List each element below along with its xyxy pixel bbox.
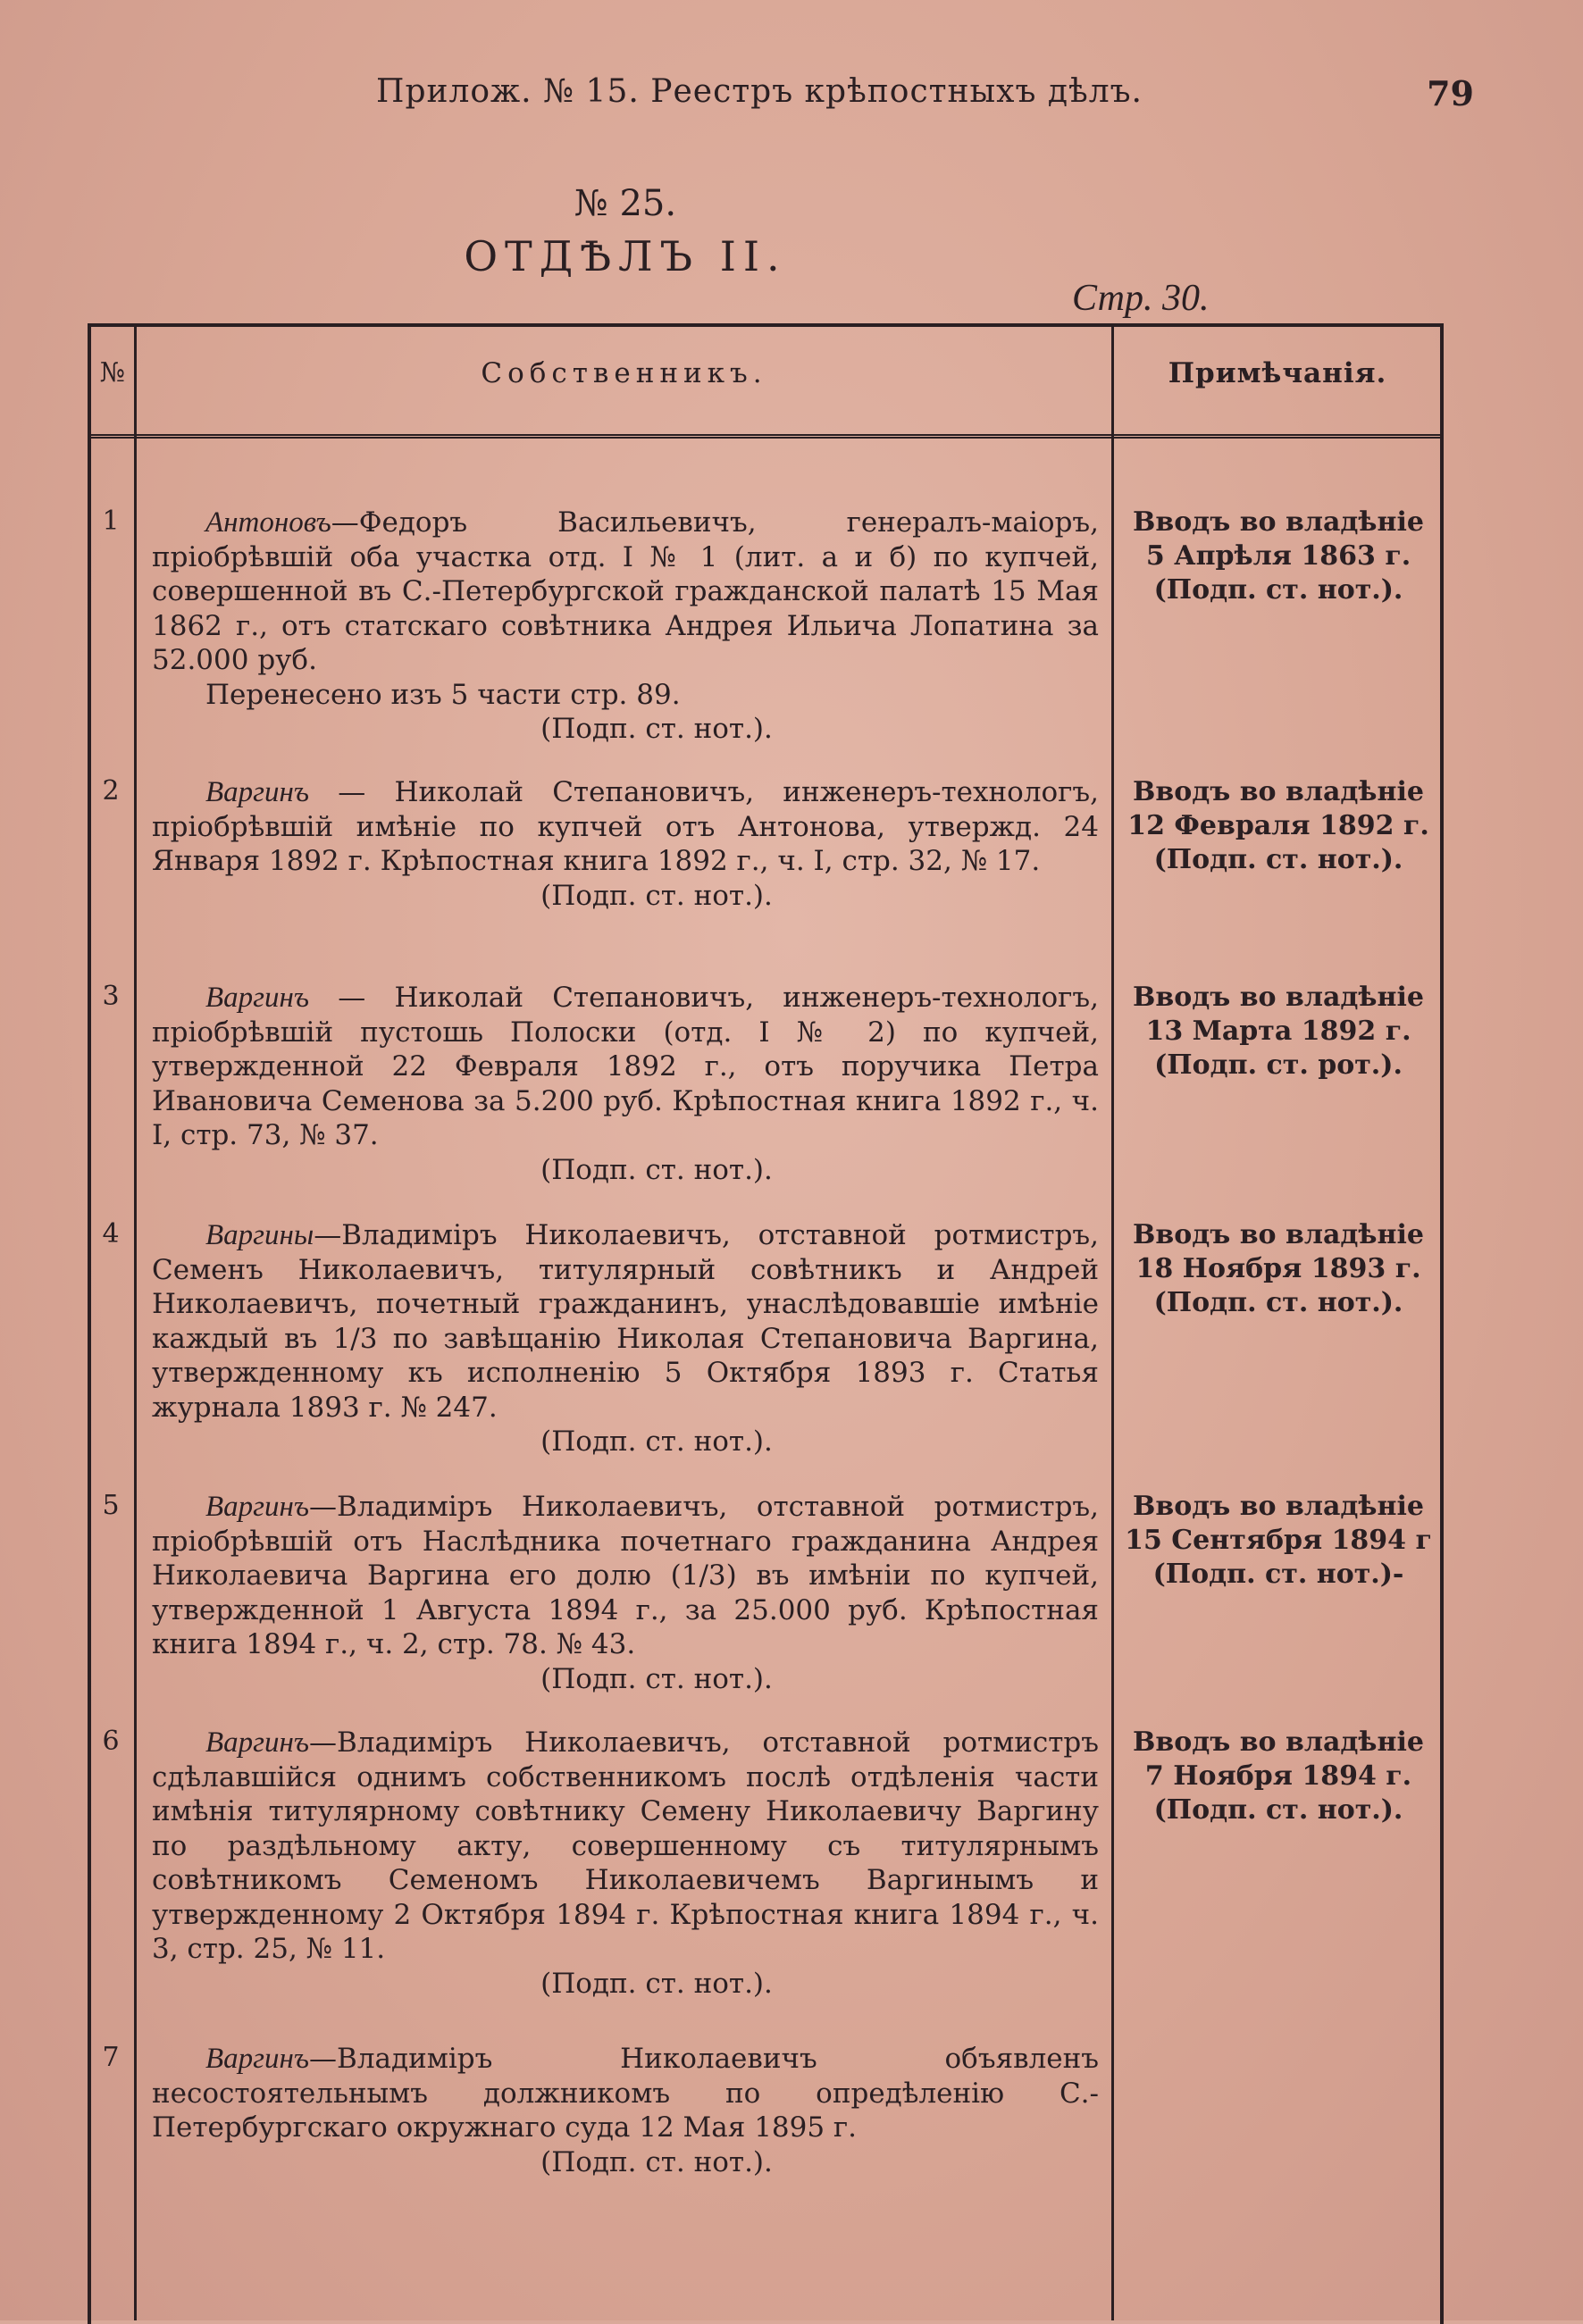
entry-owner-text: [152, 506, 1099, 747]
entry-surname: Антоновъ: [205, 506, 331, 539]
entry-surname: Варгины: [205, 1219, 314, 1251]
entry-note: Вводъ во владѣніе 15 Сентября 1894 г (Подп. ст. нот.)-: [1125, 1491, 1432, 1590]
entry-surname: Варгинъ: [205, 776, 310, 808]
header-owner: Собственникъ.: [481, 357, 767, 389]
entry-surname: Варгинъ: [205, 2043, 310, 2075]
entry-text: —Владиміръ Николаевичъ, отставной ротмистръ сдѣлавшійся однимъ собственникомъ послѣ отдѣленія части имѣнія титулярному совѣтнику Семену Николаевичу Варгину по раздѣльному акту, совершенному съ титулярнымъ совѣтникомъ Семеномъ Николаевичемъ Варгинымъ и утвержденному 2 Октября 1894 г. Крѣпостная книга 1894 г., ч. 3, стр. 25, № 11.: [152, 1726, 1099, 1965]
entry-number: 6: [102, 1726, 120, 1757]
entry-signature: (Подп. ст. нот.).: [540, 879, 773, 912]
entry-owner-text: [152, 1726, 1099, 2001]
entry-text: — Николай Степановичъ, инженеръ-технологъ, пріобрѣвшій имѣніе по купчей отъ Антонова, утвержд. 24 Января 1892 г. Крѣпостная книга 1892 г., ч. I, стр. 32, № 17.: [152, 776, 1099, 877]
header-num: №: [99, 357, 126, 389]
entry-surname: Варгинъ: [205, 1726, 310, 1759]
column-divider-num: [134, 323, 137, 2320]
entry-note: Вводъ во владѣніе 12 Февраля 1892 г. (Подп. ст. нот.).: [1127, 776, 1429, 875]
header-notes: Примѣчанія.: [1168, 357, 1387, 389]
handwritten-page-reference: Стр. 30.: [1072, 278, 1210, 319]
entry-number: 1: [102, 506, 120, 537]
running-head: Прилож. № 15. Реестръ крѣпостныхъ дѣлъ.: [376, 73, 1143, 110]
entry-signature: (Подп. ст. нот.).: [540, 2145, 773, 2178]
page-number: 79: [1427, 73, 1474, 113]
entry-note: Вводъ во владѣніе 18 Ноября 1893 г. (Подп. ст. нот.).: [1133, 1219, 1424, 1318]
entry-surname: Варгинъ: [205, 1491, 310, 1523]
entry-text: —Владиміръ Николаевичъ объявленъ несостоятельнымъ должникомъ по опредѣленію С.-Петербургскаго окружнаго суда 12 Мая 1895 г.: [152, 2043, 1099, 2144]
entry-note: Вводъ во владѣніе 5 Апрѣля 1863 г. (Подп. ст. нот.).: [1133, 506, 1424, 606]
entry-signature: (Подп. ст. нот.).: [540, 1662, 773, 1695]
entry-text: — Николай Степановичъ, инженеръ-технологъ, пріобрѣвшій пустошь Полоски (отд. I № 2) по купчей, утвержденной 22 Февраля 1892 г., отъ поручика Петра Ивановича Семенова за 5.200 руб. Крѣпостная книга 1892 г., ч. I, стр. 73, № 37.: [152, 982, 1099, 1151]
entry-number: 4: [102, 1218, 120, 1250]
entry-owner-text: [152, 1490, 1099, 1696]
entry-text: —Владиміръ Николаевичъ, отставной ротмистръ, пріобрѣвшій отъ Наслѣдника почетнаго гражданина Андрея Николаевича Варгина его долю (1/3) въ имѣніи по купчей, утвержденной 1 Августа 1894 г., за 25.000 руб. Крѣпостная книга 1894 г., ч. 2, стр. 78. № 43.: [152, 1491, 1099, 1660]
entry-number: 7: [102, 2042, 120, 2073]
entry-number: 3: [102, 981, 120, 1012]
entry-surname: Варгинъ: [205, 982, 310, 1014]
section-title: ОТДѢЛЪ II.: [464, 232, 787, 280]
entry-owner-text: [152, 2042, 1099, 2179]
entry-number: 5: [102, 1490, 120, 1521]
entry-signature: (Подп. ст. нот.).: [540, 1153, 773, 1186]
entry-owner-text: [152, 775, 1099, 913]
entry-transfer-note: Перенесено изъ 5 части стр. 89.: [205, 678, 681, 711]
entry-owner-text: [152, 981, 1099, 1187]
entry-note: Вводъ во владѣніе 13 Марта 1892 г. (Подп. ст. рот.).: [1133, 982, 1424, 1081]
document-number: № 25.: [574, 183, 677, 224]
entry-signature: (Подп. ст. нот.).: [540, 1967, 773, 2000]
entry-signature: (Подп. ст. нот.).: [540, 713, 773, 745]
entry-text: —Владиміръ Николаевичъ, отставной ротмистръ, Семенъ Николаевичъ, титулярный совѣтникъ и Андрей Николаевичъ, почетный гражданинъ, унаслѣдовавшіе имѣніе каждый въ 1/3 по завѣщанію Николая Степановича Варгина, утвержденному къ исполненію 5 Октября 1893 г. Статья журнала 1893 г. № 247.: [152, 1219, 1099, 1424]
entry-owner-text: [152, 1218, 1099, 1459]
entry-signature: (Подп. ст. нот.).: [540, 1425, 773, 1458]
entry-number: 2: [102, 775, 120, 807]
entry-note: Вводъ во владѣніе 7 Ноября 1894 г. (Подп. ст. нот.).: [1133, 1726, 1424, 1826]
column-divider-notes: [1111, 323, 1114, 2320]
entry-text: —Федоръ Васильевичъ, генералъ-маіоръ, пріобрѣвшій оба участка отд. I № 1 (лит. а и б) по купчей, совершенной въ С.-Петербургской гражданской палатѣ 15 Мая 1862 г., отъ статскаго совѣтника Андрея Ильича Лопатина за 52.000 руб.: [152, 506, 1099, 676]
